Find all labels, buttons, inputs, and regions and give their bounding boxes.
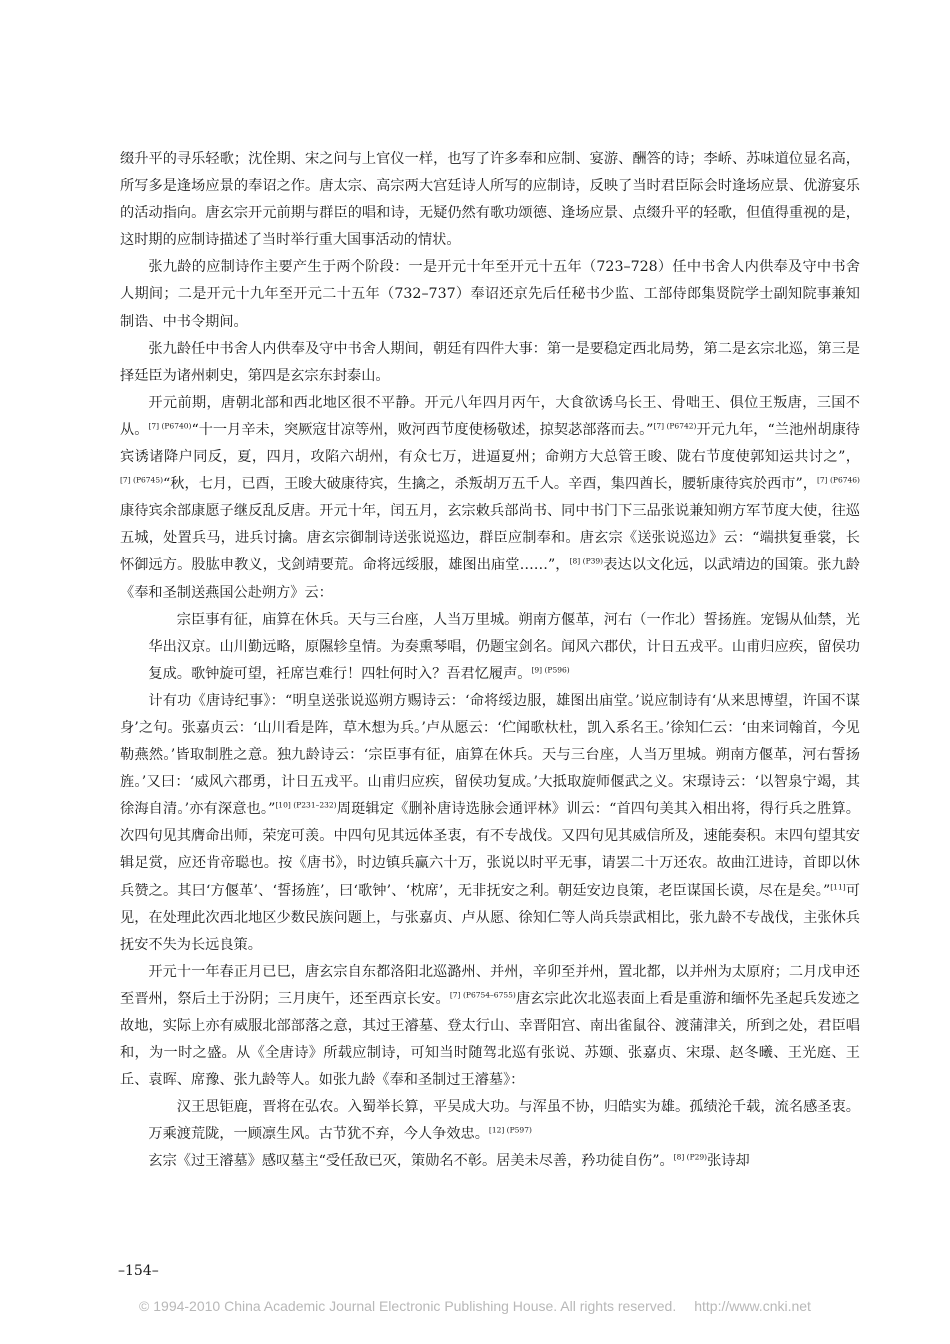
copyright-text: © 1994-2010 China Academic Journal Electronic Publishing House. All rights reserved. bbox=[139, 1298, 677, 1314]
citation-marker: [7] (P6745) bbox=[120, 475, 164, 485]
text-run: 汉王思钜鹿，晋将在弘农。入蜀举长算，平吴成大功。与浑虽不协，归皓实为雄。孤绩沦千载，流名感圣衷。万乘渡荒陇，一顾凛生风。古节犹不弃，今人争效忠。 bbox=[148, 1099, 860, 1143]
text-run: 表达以文化远，以武靖边的国策。张九龄《奉和圣制送燕国公赴朔方》云： bbox=[120, 557, 860, 601]
citation-marker: [7] (P6740) bbox=[148, 421, 192, 431]
citation-marker: [7] (P6742) bbox=[653, 421, 697, 431]
text-run: 玄宗《过王濬墓》感叹墓主“受任敌已灭，策勋名不彰。居美未尽善，矜功徒自伤”。 bbox=[148, 1153, 674, 1170]
text-run: 开元九年，“兰池州胡康待宾诱诸降户同反，夏，四月，攻陷六胡州，有众七万，进逼夏州；命朔方大总管王晙、陇右节度使郭知运共讨之”， bbox=[120, 421, 860, 466]
citation-marker: [9] (P596) bbox=[531, 665, 570, 675]
citation-marker: [12] (P597) bbox=[488, 1125, 532, 1135]
page-number: –154– bbox=[118, 1263, 159, 1279]
paragraph-3 bbox=[120, 336, 860, 390]
paragraph-5 bbox=[120, 688, 860, 959]
citation-marker: [11] bbox=[830, 881, 846, 891]
paragraph-2 bbox=[120, 254, 860, 335]
footer-url[interactable]: http://www.cnki.net bbox=[694, 1298, 811, 1314]
text-run: 可见，在处理此次西北地区少数民族问题上，与张嘉贞、卢从愿、徐知仁等人尚兵崇武相比，张九龄不专战伐，主张休兵抚安不失为长远良策。 bbox=[120, 882, 860, 953]
article-body bbox=[120, 146, 860, 1176]
paragraph-1 bbox=[120, 146, 860, 254]
paragraph-4 bbox=[120, 390, 860, 607]
text-run: 周珽辑定《删补唐诗选脉会通评林》训云：“首四句美其入相出将，得行兵之胜算。次四句见其膺命出师，荣宠可羡。中四句见其远体圣衷，有不专战伐。又四句见其威信所及，速能奏积。末四句望其安辑足赏，应还肯帝聪也。按《唐书》，时边镇兵赢六十万，张说以时平无事，请罢二十万还农。故曲江进诗，首即以休兵赞之。其曰‘方偃革’、‘誓扬旌’，曰‘歌钟’、‘枕席’，无非抚安之利。朝廷安边良策，老臣谋国长谟，尽在是矣。” bbox=[120, 801, 860, 899]
text-run: “十一月辛未，突厥寇甘凉等州，败河西节度使杨敬述，掠契苾部落而去。” bbox=[191, 421, 654, 438]
citation-marker: [7] (P6754–6755) bbox=[449, 990, 516, 1000]
text-run: 张九龄任中书舍人内供奉及守中书舍人期间，朝廷有四件大事：第一是要稳定西北局势，第二是玄宗北巡，第三是择廷臣为诸州刺史，第四是玄宗东封泰山。 bbox=[120, 340, 860, 384]
text-run: 康待宾余部康愿子继反乱反唐。开元十年，闰五月，玄宗敕兵部尚书、同中书门下三品张说兼知朔方军节度大使，往巡五城，处置兵马，进兵讨擒。唐玄宗御制诗送张说巡边，群臣应制奉和。唐玄宗《送张说巡边》云：“端拱复垂裳，长怀御远方。股肱申教义，戈剑靖要荒。命将远绥服，雄图出庙堂……”， bbox=[120, 503, 860, 574]
text-run: 宗臣事有征，庙算在休兵。天与三台座，人当万里城。朔南方偃革，河右（一作北）誓扬旌。宠锡从仙禁，光华出汉京。山川勤远略，原隰轸皇情。为奏熏琴唱，仍题宝剑名。闻风六郡伏，计日五戎平。山甫归应疾，留侯功复成。歌钟旋可望，衽席岂难行！四牡何时入？吾君忆履声。 bbox=[148, 611, 860, 682]
text-run: 唐玄宗此次北巡表面上看是重游和缅怀先圣起兵发迹之故地，实际上亦有威服北部部落之意，其过王濬墓、登太行山、幸晋阳宫、南出雀鼠谷、渡蒲津关，所到之处，君臣唱和，为一时之盛。从《全唐诗》所载应制诗，可知当时随驾北巡有张说、苏颋、张嘉贞、宋璟、赵冬曦、王光庭、王丘、袁晖、席豫、张九龄等人。如张九龄《奉和圣制过王濬墓》： bbox=[120, 990, 860, 1089]
text-run: 张诗却 bbox=[707, 1153, 750, 1170]
text-run: 开元十一年春正月已巳，唐玄宗自东都洛阳北巡潞州、并州，辛卯至并州，置北都，以并州为太原府；二月戊申还至晋州，祭后土于汾阴；三月庚午，还至西京长安。 bbox=[120, 963, 860, 1007]
text-run: 张九龄的应制诗作主要产生于两个阶段：一是开元十年至开元十五年（723–728）任中书舍人内供奉及守中书舍人期间；二是开元十九年至开元二十五年（732–737）奉诏还京先后任秘书少监、工部侍郎集贤院学士副知院事兼知制诰、中书令期间。 bbox=[120, 259, 860, 330]
citation-marker: [7] (P6746) bbox=[816, 475, 860, 485]
paragraph-7 bbox=[120, 1148, 860, 1175]
text-run: 缀升平的寻乐轻歌；沈佺期、宋之问与上官仪一样，也写了许多奉和应制、宴游、酬答的诗；李峤、苏味道位显名高，所写多是逢场应景的奉诏之作。唐太宗、高宗两大宫廷诗人所写的应制诗，反映了当时君臣际会时逢场应景、优游宴乐的活动指向。唐玄宗开元前期与群臣的唱和诗，无疑仍然有歌功颂德、逢场应景、点缀升平的轻歌，但值得重视的是，这时期的应制诗描述了当时举行重大国事活动的情状。 bbox=[120, 151, 860, 249]
text-run: “秋，七月，已酉，王晙大破康待宾，生擒之，杀叛胡万五千人。辛酉，集四酋长，腰斩康待宾於西市”， bbox=[163, 476, 817, 493]
text-run: 计有功《唐诗纪事》：“明皇送张说巡朔方赐诗云：‘命将绥边服，雄图出庙堂。’说应制诗有‘从来思博望，许国不谋身’之句。张嘉贞云：‘山川看是阵，草木想为兵。’卢从愿云：‘伫闻歌杕杜，凯入系名王。’徐知仁云：‘由来词翰首，今见勒燕然。’皆取制胜之意。独九龄诗云：‘宗臣事有征，庙算在休兵。天与三台座，人当万里城。朔南方偃革，河右誓扬旌。’又曰：‘威风六郡勇，计日五戎平。山甫归应疾，留侯功复成。’大抵取旋师偃武之义。宋璟诗云：‘以智泉宁竭，其徐海自清。’亦有深意也。” bbox=[120, 692, 860, 818]
text-run: 开元前期，唐朝北部和西北地区很不平静。开元八年四月丙午，大食欲诱乌长王、骨咄王、俱位王叛唐，三国不从。 bbox=[120, 394, 860, 438]
poem-quote-1 bbox=[148, 607, 860, 688]
poem-quote-2 bbox=[148, 1094, 860, 1148]
citation-marker: [8] (P29) bbox=[673, 1152, 708, 1162]
citation-marker: [8] (P39) bbox=[569, 556, 604, 566]
paragraph-6 bbox=[120, 959, 860, 1094]
citation-marker: [10] (P231–232) bbox=[275, 800, 337, 810]
copyright-footer bbox=[0, 1296, 950, 1316]
